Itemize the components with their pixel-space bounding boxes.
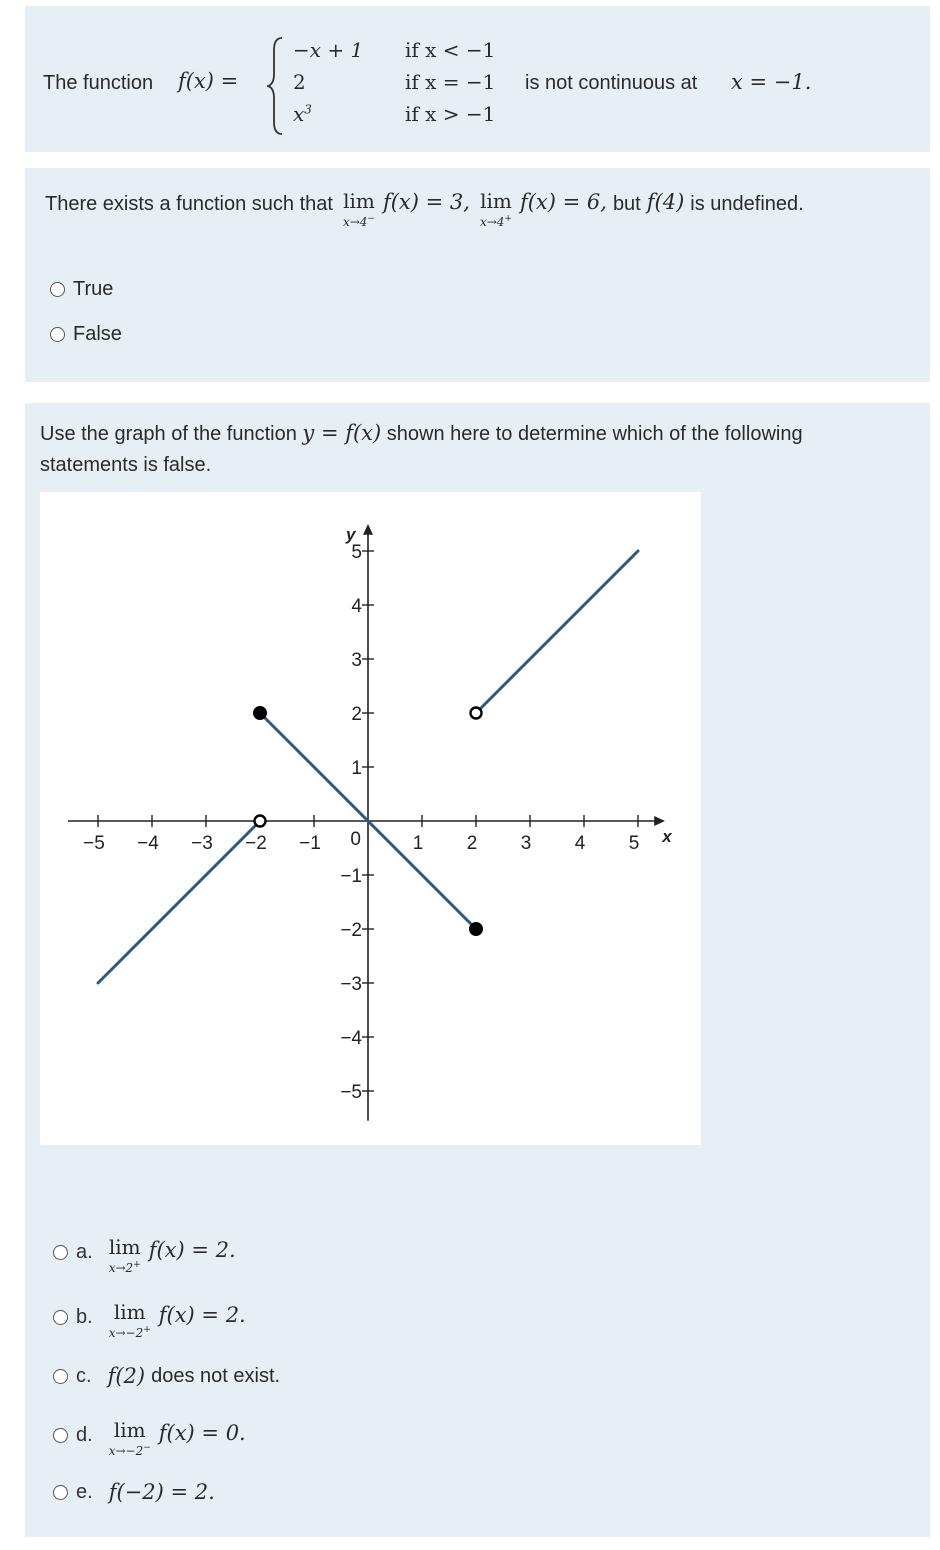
radio-true[interactable]: [50, 282, 65, 297]
radio-d[interactable]: [53, 1428, 68, 1443]
x-tick-label: 5: [628, 833, 640, 854]
x-tick-label: −5: [83, 833, 105, 854]
x-tick-label: −1: [299, 833, 321, 854]
q2-option-true-label: True: [73, 278, 114, 300]
y-tick-label: −3: [340, 974, 362, 995]
x-tick-label: 2: [466, 833, 478, 854]
radio-a[interactable]: [53, 1245, 68, 1260]
x-tick-label: 1: [412, 833, 424, 854]
question-2-panel: [25, 168, 930, 382]
q3-option-c-text: does not exist.: [151, 1364, 281, 1387]
q1-case-3-cond: if x > −1: [405, 102, 496, 126]
q2-text-a: There exists a function such that: [45, 193, 333, 215]
q1-case-1-cond: if x < −1: [405, 38, 496, 62]
q3-option-a-expr: f(x) = 2.: [148, 1237, 236, 1262]
x-axis-arrow: [654, 816, 665, 826]
q3-option-b-letter: b.: [76, 1306, 93, 1328]
open-point: [255, 816, 266, 827]
q2-text-c: is undefined.: [690, 193, 804, 215]
y-tick-label: −1: [340, 866, 362, 887]
graph-box: [40, 492, 701, 1145]
q2-expr-2: f(x) = 6,: [519, 190, 607, 214]
q2-text-b: but: [612, 193, 641, 215]
q1-case-1-expr: −x + 1: [293, 38, 364, 62]
q3-option-c-math: f(2): [107, 1364, 146, 1388]
q1-brace: [267, 36, 287, 136]
q3-stem-line-1: Use the graph of the function y = f(x) shown here to determine which of the following: [40, 421, 803, 445]
q3-stem-line-2: statements is false.: [40, 454, 212, 476]
y-tick-label: 4: [351, 596, 362, 617]
y-tick-label: −5: [340, 1082, 362, 1103]
y-tick-label: 5: [351, 542, 362, 563]
q3-option-d[interactable]: [53, 1413, 246, 1458]
q2-option-false[interactable]: [50, 323, 122, 346]
closed-point: [469, 922, 483, 936]
q3-option-a[interactable]: [53, 1230, 236, 1275]
q3-option-a-letter: a.: [76, 1241, 93, 1263]
x-tick-label: −2: [245, 833, 267, 854]
q3-option-c-letter: c.: [76, 1364, 92, 1387]
q1-fx: f(x) =: [178, 69, 239, 93]
x-tick-label: 4: [574, 833, 586, 854]
q3-option-b[interactable]: [53, 1295, 246, 1340]
y-tick-label: 1: [351, 758, 362, 779]
series-line-3: [476, 551, 638, 713]
q3-option-e[interactable]: [53, 1480, 215, 1504]
q3-option-e-math: f(−2) = 2.: [108, 1480, 215, 1504]
q1-case-3-expr: $x^3$: [293, 102, 312, 126]
x-tick-label: 3: [520, 833, 532, 854]
origin-label: 0: [350, 829, 361, 850]
q2-lim-2: lim x→4+: [479, 189, 512, 229]
question-3-panel: [25, 403, 930, 1537]
x-tick-label: −4: [137, 833, 159, 854]
closed-point: [253, 706, 267, 720]
q3-option-e-letter: e.: [76, 1480, 93, 1503]
q3-option-c[interactable]: [53, 1364, 280, 1388]
y-tick-label: 2: [351, 704, 362, 725]
q1-lead: The function: [43, 72, 154, 94]
q2-option-false-label: False: [73, 323, 122, 345]
x-axis-label: x: [662, 827, 672, 846]
q3-option-b-lim: lim x→−2+: [108, 1300, 151, 1340]
open-point: [471, 708, 482, 719]
x-tick-label: −3: [191, 833, 213, 854]
y-axis-label: y: [346, 525, 356, 545]
radio-c[interactable]: [53, 1369, 68, 1384]
q3-option-b-expr: f(x) = 2.: [158, 1302, 246, 1327]
q3-option-d-lim: lim x→−2−: [108, 1418, 151, 1458]
q1-case-2-cond: if x = −1: [405, 70, 496, 94]
y-tick-label: 3: [351, 650, 362, 671]
q1-case-2-expr: 2: [293, 70, 306, 94]
q2-expr-3: f(4): [646, 190, 685, 214]
q3-option-a-lim: lim x→2+: [108, 1235, 141, 1275]
q1-tail-text: is not continuous at: [525, 72, 698, 94]
radio-e[interactable]: [53, 1485, 68, 1500]
radio-b[interactable]: [53, 1310, 68, 1325]
y-axis-arrow: [363, 524, 373, 535]
y-tick-label: −4: [340, 1028, 362, 1049]
q3-option-d-letter: d.: [76, 1424, 93, 1446]
function-graph: [40, 492, 701, 1145]
q2-option-true[interactable]: [50, 278, 113, 301]
q2-lim-1: lim x→4−: [342, 189, 375, 229]
q1-tail-math: x = −1.: [731, 70, 812, 94]
question-1-panel: [25, 6, 930, 152]
q3-option-d-expr: f(x) = 0.: [158, 1420, 246, 1445]
y-tick-label: −2: [340, 920, 362, 941]
series-line-1: [98, 821, 260, 983]
q2-expr-1: f(x) = 3,: [382, 190, 470, 214]
radio-false[interactable]: [50, 327, 65, 342]
q2-stem: [45, 190, 804, 229]
